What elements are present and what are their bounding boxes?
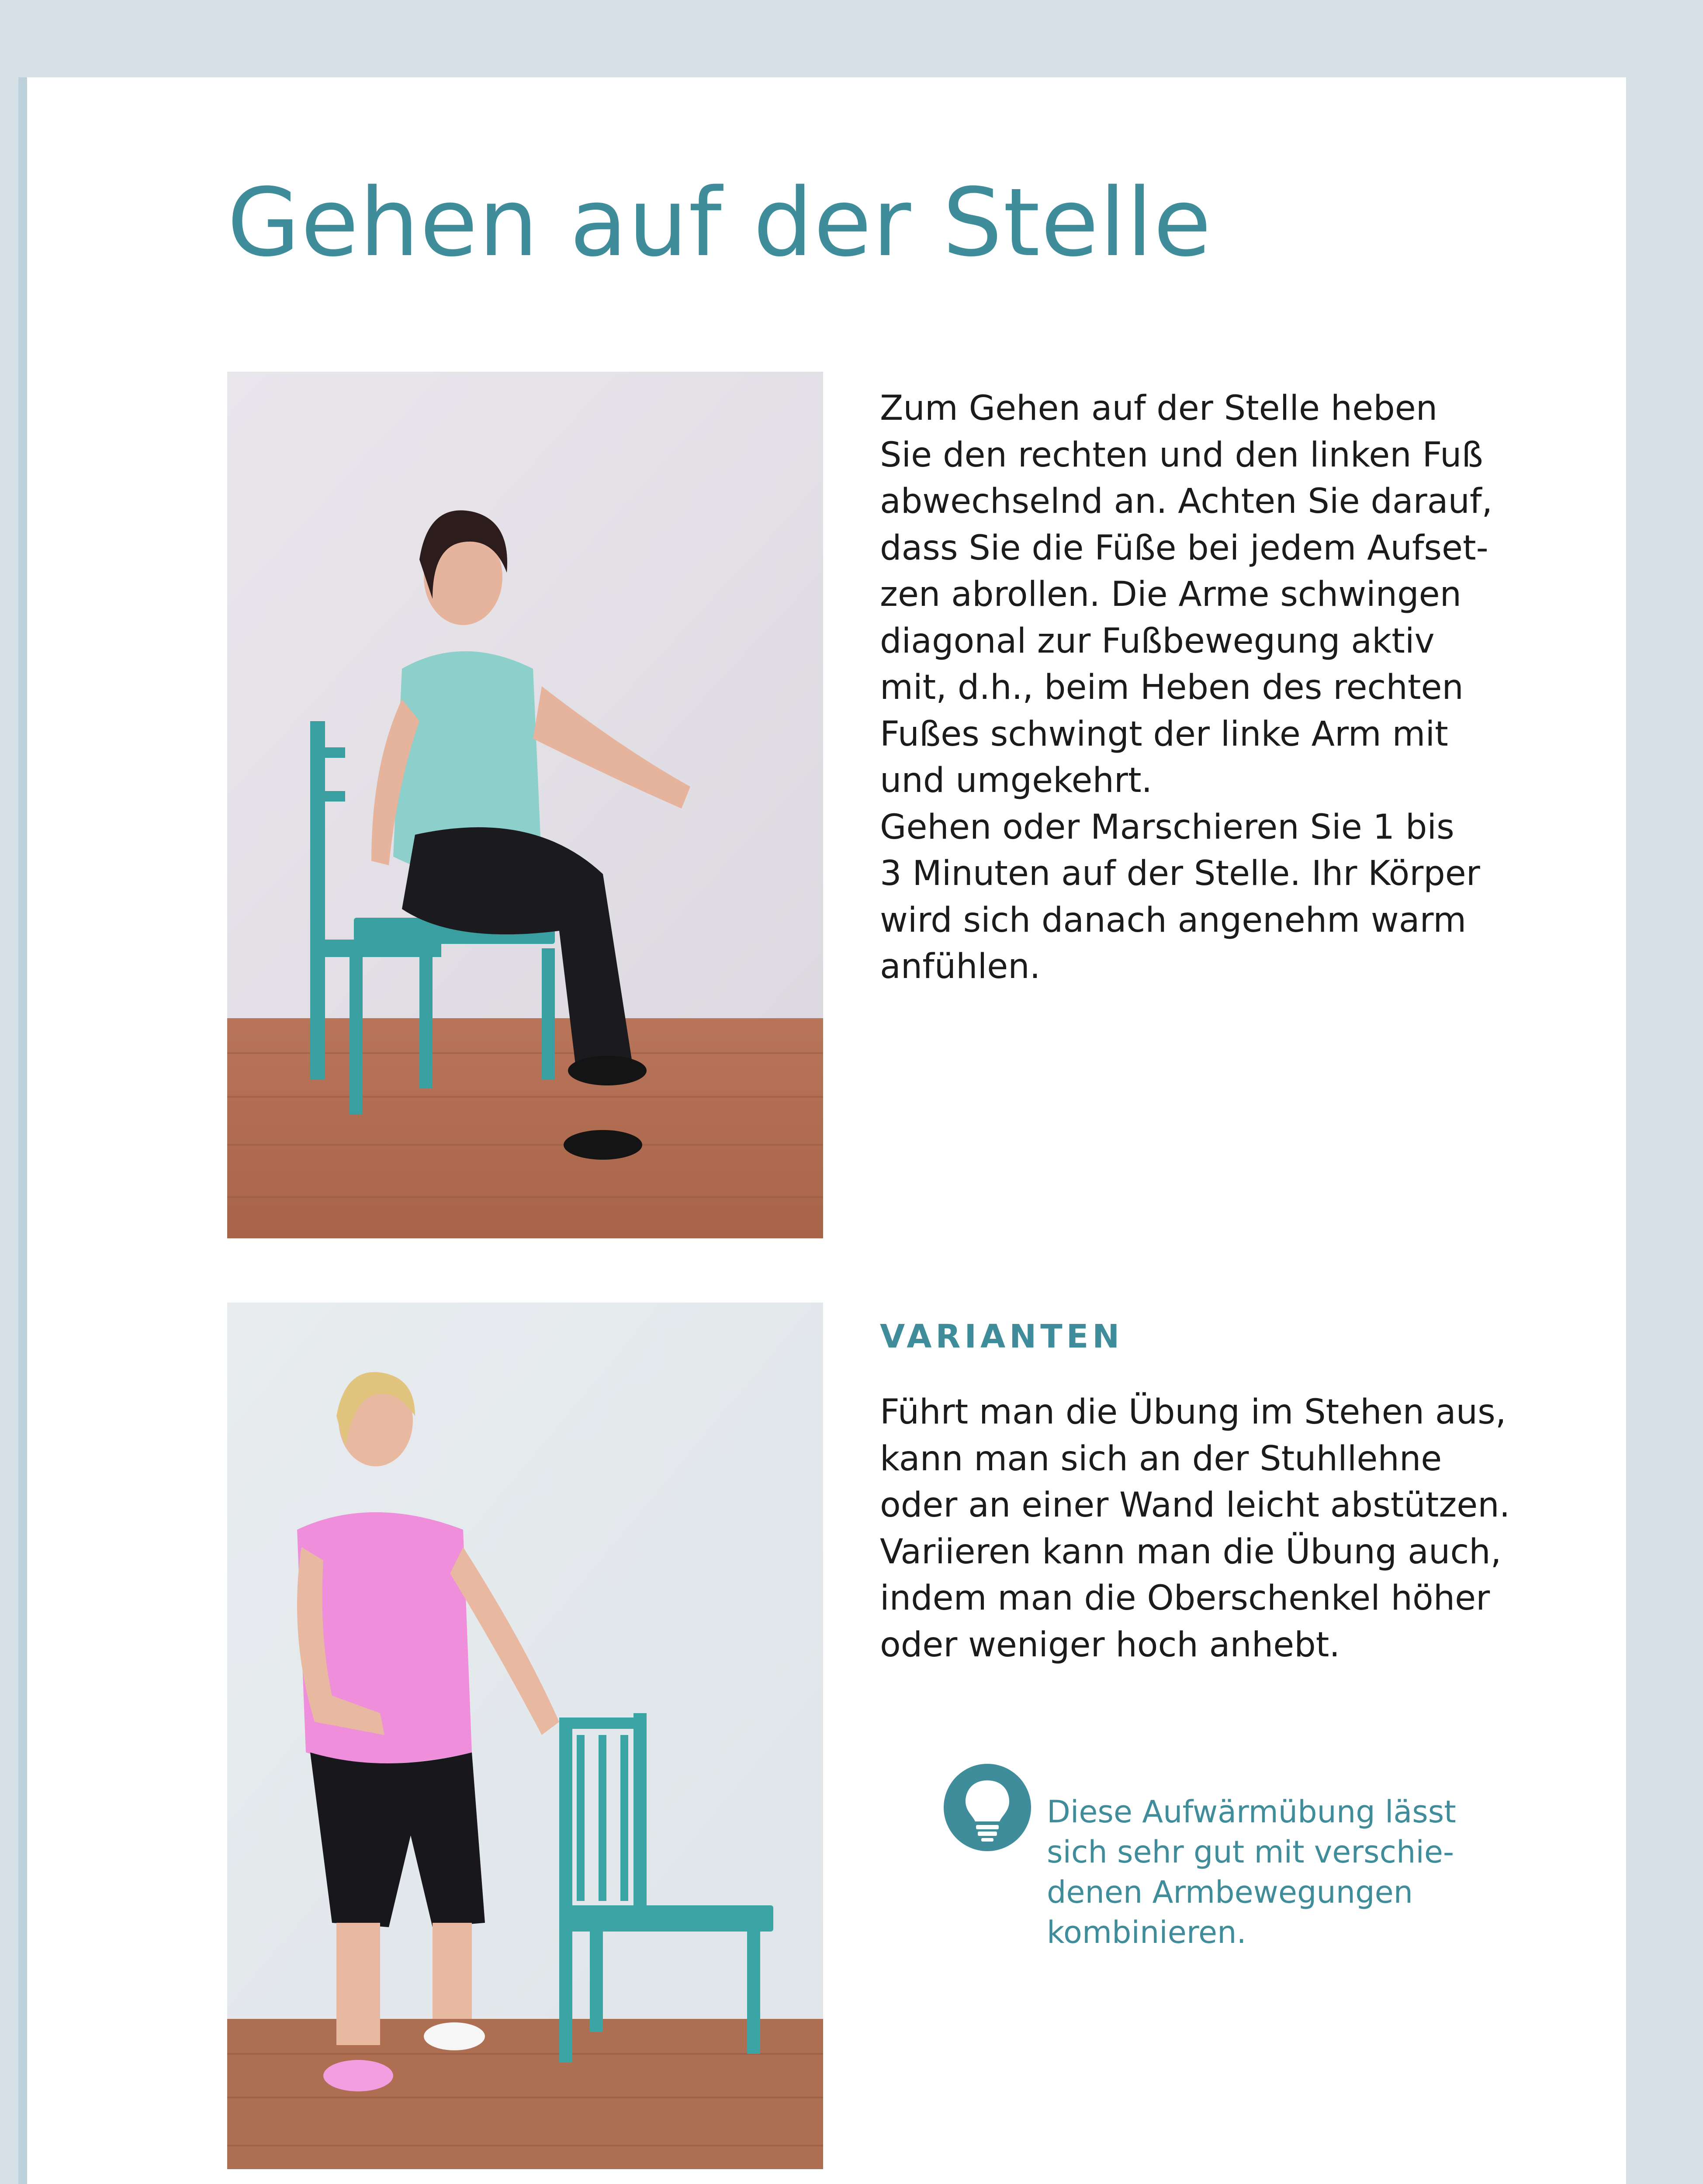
page-edge	[18, 77, 27, 2184]
page-title: Gehen auf der Stelle	[227, 168, 1212, 277]
lightbulb-icon	[944, 1764, 1031, 1851]
tip-box	[944, 1764, 1512, 1960]
variants-text: Führt man die Übung im Stehen aus, kann man sich an der Stuhllehne oder an einer Wand leicht abstützen. Variieren kann man die Übung auch, indem man die Oberschenkel höher oder weniger hoch anhebt.	[880, 1393, 1510, 1665]
photo-standing-variant	[227, 1303, 823, 2169]
photo-seated-exercise	[227, 372, 823, 1238]
variants-heading: VARIANTEN	[880, 1318, 1124, 1355]
exercise-description: Zum Gehen auf der Stelle heben Sie den rechten und den linken Fuß abwechselnd an. Achten Sie darauf, dass Sie die Füße bei jedem Aufset- zen abrollen. Die Arme schwingen diagonal zur Fußbewegung aktiv mit, d.h., beim Heben des rechten Fußes schwingt der linke Arm mit und umgekehrt. Gehen oder Marschieren Sie 1 bis 3 Minuten auf der Stelle. Ihr Körper wird sich danach angenehm warm anfühlen.	[880, 389, 1493, 986]
tip-text: Diese Aufwärmübung lässt sich sehr gut mit verschie- denen Armbewegungen kombinieren.	[1047, 1794, 1456, 1950]
